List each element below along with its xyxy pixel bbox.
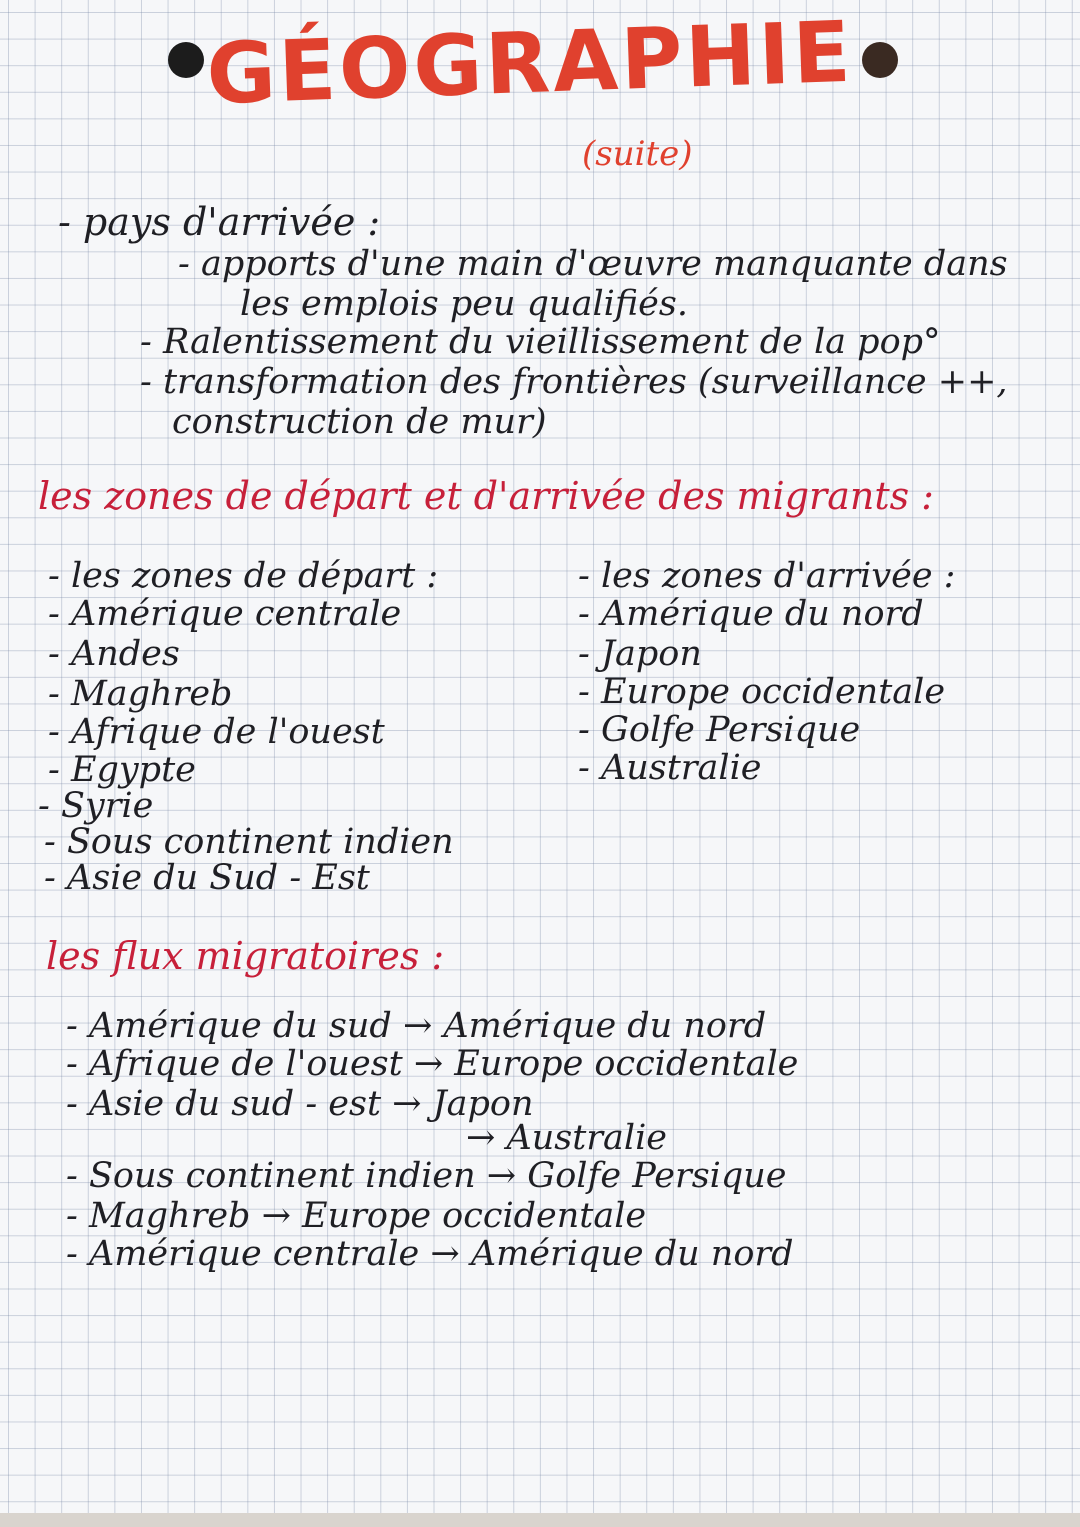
zones-depart-item: - Andes	[48, 634, 180, 674]
page-title: GÉOGRAPHIE	[205, 2, 855, 124]
pays-arrivee-item: - transformation des frontières (surveillance ++,	[140, 362, 1008, 402]
pays-arrivee-heading: - pays d'arrivée :	[58, 200, 381, 244]
zones-depart-item: - Afrique de l'ouest	[48, 712, 385, 752]
zones-arrivee-item: - Australie	[578, 748, 762, 788]
zones-depart-item: - Syrie	[38, 786, 154, 826]
flux-item: - Amérique du sud → Amérique du nord	[66, 1006, 767, 1046]
pays-arrivee-item: construction de mur)	[172, 402, 547, 442]
punch-hole-right	[862, 42, 898, 78]
zones-arrivee-item: - Japon	[578, 634, 702, 674]
flux-item: - Maghreb → Europe occidentale	[66, 1196, 647, 1236]
paper-bottom-edge	[0, 1513, 1080, 1527]
pays-arrivee-item: les emplois peu qualifiés.	[240, 284, 688, 324]
flux-item: → Australie	[466, 1118, 667, 1158]
zones-depart-item: - Amérique centrale	[48, 594, 402, 634]
zones-arrivee-item: - Europe occidentale	[578, 672, 946, 712]
pays-arrivee-item: - apports d'une main d'œuvre manquante dans	[178, 244, 1008, 284]
zones-depart-title: - les zones de départ :	[48, 556, 439, 596]
flux-item: - Asie du sud - est → Japon	[66, 1084, 534, 1124]
page-subtitle: (suite)	[582, 134, 693, 174]
zones-depart-item: - Maghreb	[48, 674, 233, 714]
flux-item: - Sous continent indien → Golfe Persique	[66, 1156, 787, 1196]
zones-depart-item: - Egypte	[48, 750, 196, 790]
zones-arrivee-title: - les zones d'arrivée :	[578, 556, 956, 596]
flux-item: - Afrique de l'ouest → Europe occidentale	[66, 1044, 799, 1084]
zones-heading: les zones de départ et d'arrivée des migrants :	[38, 474, 934, 518]
zones-depart-item: - Sous continent indien	[44, 822, 454, 862]
pays-arrivee-item: - Ralentissement du vieillissement de la pop°	[140, 322, 941, 362]
zones-depart-item: - Asie du Sud - Est	[44, 858, 370, 898]
flux-item: - Amérique centrale → Amérique du nord	[66, 1234, 794, 1274]
zones-arrivee-item: - Amérique du nord	[578, 594, 924, 634]
flux-heading: les flux migratoires :	[46, 934, 445, 978]
zones-arrivee-item: - Golfe Persique	[578, 710, 861, 750]
